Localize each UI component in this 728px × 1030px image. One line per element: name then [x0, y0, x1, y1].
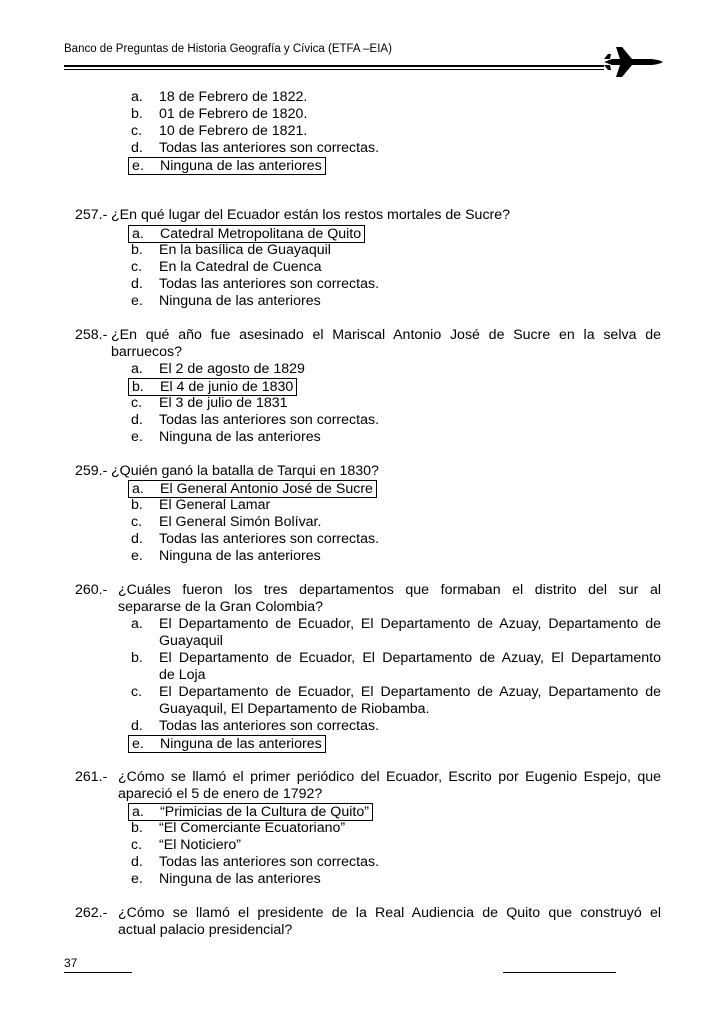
option-letter: b. — [131, 242, 143, 258]
q261-number: 261.- — [75, 769, 108, 785]
option-text: Todas las anteriores son correctas. — [159, 531, 380, 547]
option-text: 18 de Febrero de 1822. — [159, 89, 308, 105]
q260-option-b-letter: b. — [131, 650, 143, 666]
option-text: Todas las anteriores son correctas. — [159, 412, 380, 428]
q260-number: 260.- — [75, 582, 108, 598]
option-text: “El Comerciante Ecuatoriano” — [159, 820, 346, 836]
jet-plane-icon — [602, 46, 664, 78]
header-rule — [64, 65, 604, 67]
option-letter: a. — [131, 89, 143, 105]
option-text: El General Simón Bolívar. — [159, 514, 322, 530]
option-text: El General Antonio José de Sucre — [160, 481, 373, 497]
option-letter: b. — [132, 379, 144, 395]
q262-number: 262.- — [75, 905, 108, 921]
q257-question: ¿En qué lugar del Ecuador están los restos mortales de Sucre? — [111, 207, 511, 223]
q258-option-d — [131, 412, 379, 429]
option-letter: b. — [131, 820, 143, 836]
q258-question-line2: barruecos? — [111, 344, 182, 360]
option-letter: e. — [131, 293, 143, 309]
q261-question-line1: ¿Cómo se llamó el primer periódico del Ecuador, Escrito por Eugenio Espejo, que — [118, 769, 661, 785]
option-text: Todas las anteriores son correctas. — [159, 854, 380, 870]
q260-option-a-letter: a. — [131, 616, 143, 632]
q257-number: 257.- — [75, 207, 108, 223]
option-text: En la basílica de Guayaquil — [159, 242, 331, 258]
q261-option-e — [131, 871, 321, 888]
q262-question-line1: ¿Cómo se llamó el presidente de la Real Audiencia de Quito que construyó el — [118, 905, 661, 921]
option-letter: b. — [131, 497, 143, 513]
option-letter: a. — [132, 226, 144, 242]
q259-option-a-answer — [128, 480, 377, 498]
q258-option-c — [131, 395, 288, 412]
option-letter: d. — [131, 531, 143, 547]
option-text: Ninguna de las anteriores — [159, 429, 321, 445]
option-text: Catedral Metropolitana de Quito — [160, 226, 362, 242]
q260-question-line2: separarse de la Gran Colombia? — [118, 599, 324, 615]
header-rule-thin — [64, 69, 604, 70]
option-letter: d. — [131, 140, 143, 156]
footer-rule-right — [503, 972, 616, 973]
q256-option-b — [131, 106, 307, 123]
q259-option-e — [131, 548, 321, 565]
q258-option-e — [131, 429, 321, 446]
q258-question-line1: ¿En qué año fue asesinado el Mariscal Antonio José de Sucre en la selva de — [111, 327, 661, 343]
q260-option-b-line2: de Loja — [159, 667, 206, 683]
option-letter: d. — [131, 276, 143, 292]
option-letter: c. — [131, 837, 143, 853]
option-text: “El Noticiero” — [159, 837, 241, 853]
option-letter: e. — [132, 736, 144, 752]
q256-option-c — [131, 123, 307, 140]
q259-option-d — [131, 531, 379, 548]
option-text: Ninguna de las anteriores — [159, 293, 321, 309]
option-text: Ninguna de las anteriores — [160, 736, 322, 752]
option-letter: e. — [131, 871, 143, 887]
q261-option-b — [131, 820, 345, 837]
q258-option-b-answer — [128, 378, 297, 396]
option-text: El 2 de agosto de 1829 — [159, 361, 305, 377]
header-title: Banco de Preguntas de Historia Geografía y Cívica (ETFA –EIA) — [64, 43, 392, 55]
q257-option-d — [131, 276, 379, 293]
q261-option-c — [131, 837, 241, 854]
q260-option-c-line1: El Departamento de Ecuador, El Departamento de Azuay, Departamento de — [159, 684, 661, 700]
q256-option-a — [131, 89, 307, 106]
option-letter: b. — [131, 106, 143, 122]
q260-option-b-line1: El Departamento de Ecuador, El Departamento de Azuay, El Departamento — [159, 650, 661, 666]
page-number: 37 — [64, 956, 78, 970]
q257-option-b — [131, 242, 331, 259]
option-letter: a. — [131, 361, 143, 377]
option-text: Todas las anteriores son correctas. — [159, 276, 380, 292]
option-text: El General Lamar — [159, 497, 271, 513]
q260-option-c-letter: c. — [131, 684, 143, 700]
q261-question-line2: apareció el 5 de enero de 1792? — [118, 786, 323, 802]
q259-option-c — [131, 514, 321, 531]
q260-option-e-answer — [128, 735, 326, 753]
footer-rule-left — [64, 972, 132, 973]
q261-option-a-answer — [128, 803, 373, 821]
q258-option-a — [131, 361, 305, 378]
q260-question-line1: ¿Cuáles fueron los tres departamentos que formaban el distrito del sur al — [118, 582, 661, 598]
option-letter: a. — [132, 804, 144, 820]
option-text: Ninguna de las anteriores — [160, 158, 322, 174]
option-text: “Primicias de la Cultura de Quito” — [160, 804, 369, 820]
option-text: En la Catedral de Cuenca — [159, 259, 322, 275]
q260-option-d — [131, 718, 379, 735]
q256-option-e-answer — [128, 157, 326, 175]
option-text: 01 de Febrero de 1820. — [159, 106, 308, 122]
option-letter: c. — [131, 514, 143, 530]
option-text: El 3 de julio de 1831 — [159, 395, 288, 411]
option-letter: e. — [131, 429, 143, 445]
q258-number: 258.- — [75, 327, 108, 343]
q259-question: ¿Quién ganó la batalla de Tarqui en 1830? — [111, 463, 379, 479]
q262-question-line2: actual palacio presidencial? — [118, 922, 293, 938]
option-letter: c. — [131, 259, 143, 275]
q257-option-c — [131, 259, 321, 276]
option-letter: d. — [131, 718, 143, 734]
option-text: El 4 de junio de 1830 — [160, 379, 294, 395]
option-text: Ninguna de las anteriores — [159, 871, 321, 887]
option-letter: e. — [131, 548, 143, 564]
q259-option-b — [131, 497, 270, 514]
option-letter: c. — [131, 123, 143, 139]
option-text: 10 de Febrero de 1821. — [159, 123, 308, 139]
option-letter: d. — [131, 412, 143, 428]
q257-option-e — [131, 293, 321, 310]
option-letter: e. — [132, 158, 144, 174]
q260-option-a-line1: El Departamento de Ecuador, El Departamento de Azuay, Departamento de — [159, 616, 661, 632]
q257-option-a-answer — [128, 225, 365, 243]
q260-option-a-line2: Guayaquil — [159, 633, 223, 649]
q256-option-d — [131, 140, 379, 157]
q259-number: 259.- — [75, 463, 108, 479]
option-letter: d. — [131, 854, 143, 870]
option-letter: c. — [131, 395, 143, 411]
q261-option-d — [131, 854, 379, 871]
q260-option-c-line2: Guayaquil, El Departamento de Riobamba. — [159, 701, 430, 717]
option-letter: a. — [132, 481, 144, 497]
option-text: Ninguna de las anteriores — [159, 548, 321, 564]
option-text: Todas las anteriores son correctas. — [159, 140, 380, 156]
option-text: Todas las anteriores son correctas. — [159, 718, 380, 734]
